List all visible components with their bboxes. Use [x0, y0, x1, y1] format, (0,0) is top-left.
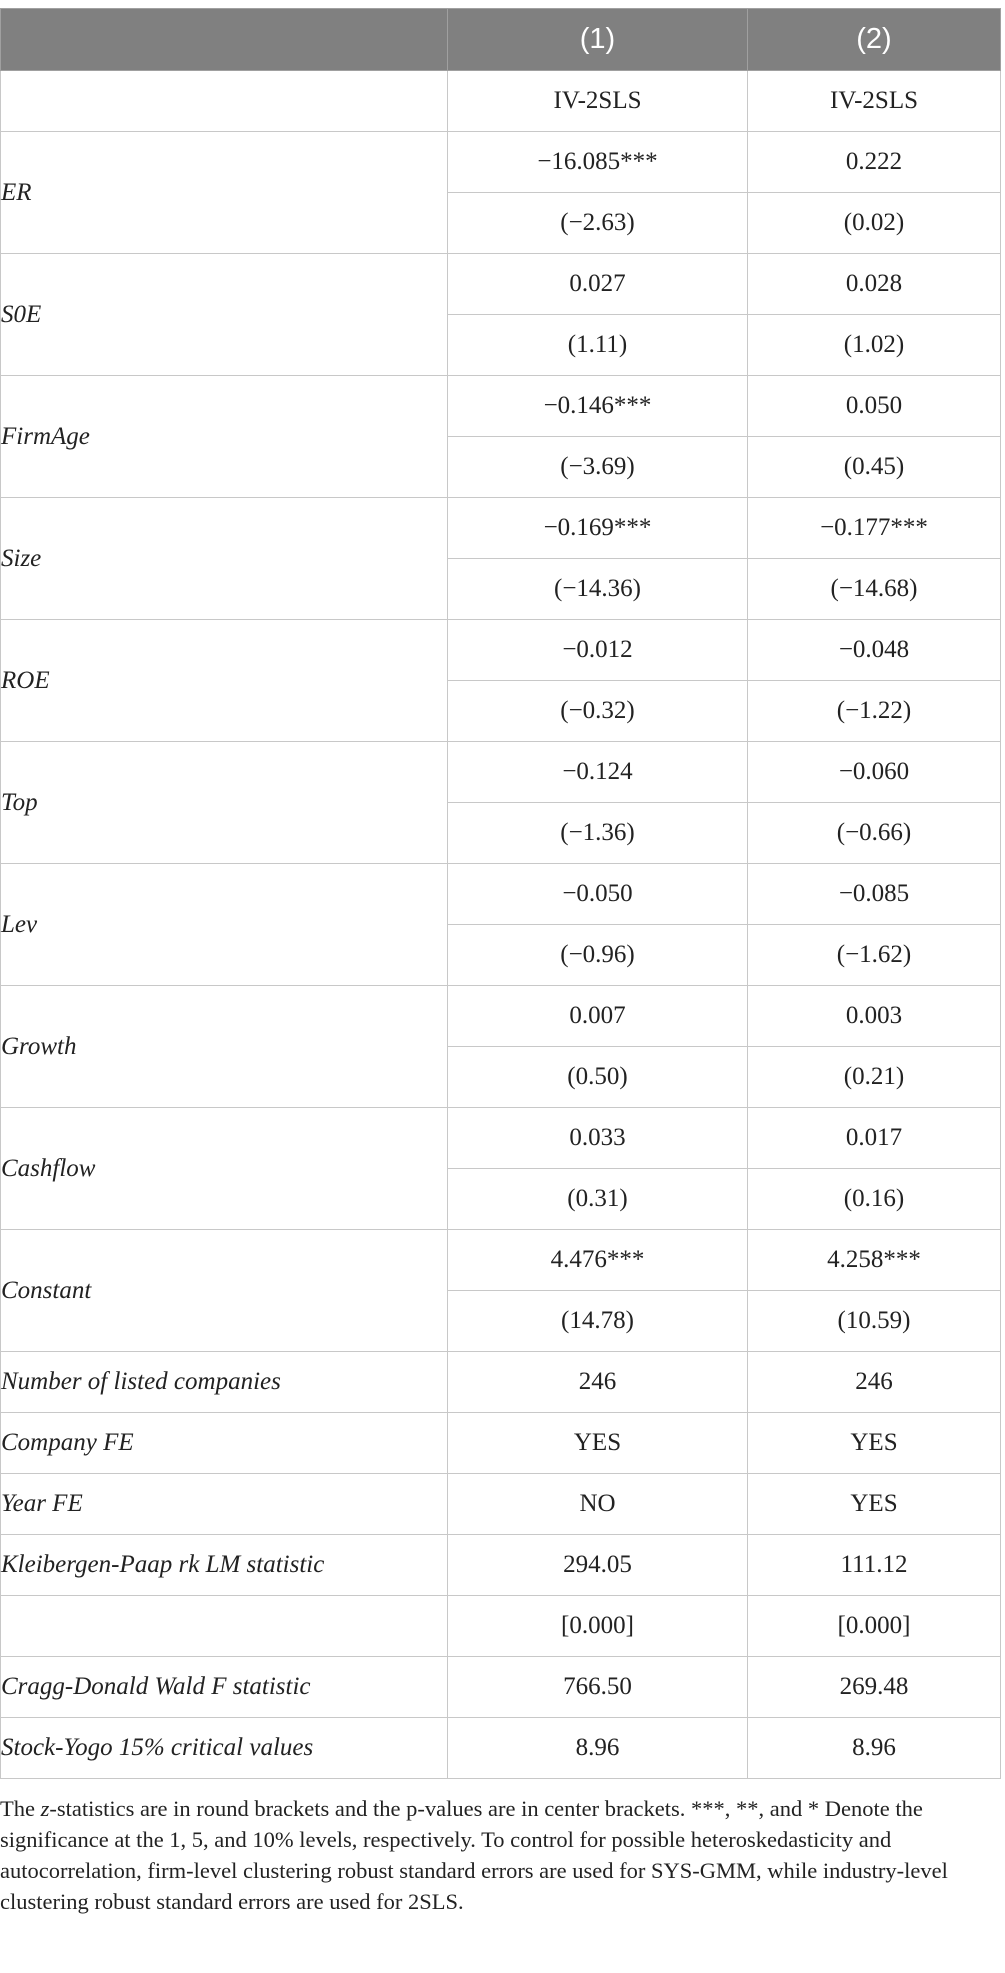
stat-col-2: 269.48 — [748, 1657, 1001, 1718]
coefficient-col-2: 0.017 — [748, 1108, 1001, 1169]
stat-label: Stock-Yogo 15% critical values — [1, 1718, 448, 1779]
coefficient-col-1: 0.033 — [448, 1108, 748, 1169]
z-stat-col-2: (0.21) — [748, 1047, 1001, 1108]
z-stat-col-1: (−0.96) — [448, 925, 748, 986]
stat-row-sy-cv — [1, 1718, 1001, 1779]
coefficient-col-1: −0.146*** — [448, 376, 748, 437]
stat-label: Year FE — [1, 1474, 448, 1535]
table-row — [1, 498, 1001, 559]
stat-row-cd-f — [1, 1657, 1001, 1718]
stat-label: Number of listed companies — [1, 1352, 448, 1413]
z-stat-col-2: (0.16) — [748, 1169, 1001, 1230]
stat-row-kp-lm — [1, 1535, 1001, 1596]
z-stat-col-2: (1.02) — [748, 315, 1001, 376]
variable-name: Cashflow — [1, 1108, 448, 1230]
z-stat-col-2: (−0.66) — [748, 803, 1001, 864]
variable-name: ER — [1, 132, 448, 254]
coefficient-col-1: −0.124 — [448, 742, 748, 803]
variable-name: Top — [1, 742, 448, 864]
z-stat-col-1: (−14.36) — [448, 559, 748, 620]
method-label — [1, 71, 448, 132]
coefficient-col-2: −0.060 — [748, 742, 1001, 803]
coefficient-col-1: −0.012 — [448, 620, 748, 681]
z-stat-col-1: (−2.63) — [448, 193, 748, 254]
variable-name: Lev — [1, 864, 448, 986]
variable-name: ROE — [1, 620, 448, 742]
table-footnote — [0, 1793, 990, 1917]
stat-col-2: YES — [748, 1413, 1001, 1474]
z-stat-col-1: (14.78) — [448, 1291, 748, 1352]
coefficient-col-1: −0.050 — [448, 864, 748, 925]
coefficient-col-2: 0.003 — [748, 986, 1001, 1047]
stat-col-2: 8.96 — [748, 1718, 1001, 1779]
z-stat-col-2: (0.02) — [748, 193, 1001, 254]
coefficient-col-1: 0.007 — [448, 986, 748, 1047]
stat-label: Cragg-Donald Wald F statistic — [1, 1657, 448, 1718]
stat-col-2: 111.12 — [748, 1535, 1001, 1596]
z-stat-col-2: (0.45) — [748, 437, 1001, 498]
variable-name: Growth — [1, 986, 448, 1108]
table-row — [1, 1108, 1001, 1169]
stat-col-1: YES — [448, 1413, 748, 1474]
method-col-1: IV-2SLS — [448, 71, 748, 132]
p-value-col-1: [0.000] — [448, 1596, 748, 1657]
table-row — [1, 132, 1001, 193]
footnote-z-symbol: z — [40, 1796, 50, 1821]
footnote-pre: The — [0, 1796, 41, 1821]
table-row — [1, 254, 1001, 315]
stat-label — [1, 1596, 448, 1657]
coefficient-col-2: 0.222 — [748, 132, 1001, 193]
stat-col-1: 246 — [448, 1352, 748, 1413]
coefficient-col-1: 0.027 — [448, 254, 748, 315]
stat-col-1: NO — [448, 1474, 748, 1535]
stat-col-1: 8.96 — [448, 1718, 748, 1779]
z-stat-col-1: (1.11) — [448, 315, 748, 376]
stat-label: Kleibergen-Paap rk LM statistic — [1, 1535, 448, 1596]
table-body — [1, 71, 1001, 1779]
stat-col-1: 766.50 — [448, 1657, 748, 1718]
method-col-2: IV-2SLS — [748, 71, 1001, 132]
method-row — [1, 71, 1001, 132]
coefficient-col-1: −16.085*** — [448, 132, 748, 193]
header-empty-cell — [1, 9, 448, 71]
table-row — [1, 742, 1001, 803]
table-row — [1, 1230, 1001, 1291]
stat-label: Company FE — [1, 1413, 448, 1474]
stat-row-year-fe — [1, 1474, 1001, 1535]
table-row — [1, 620, 1001, 681]
coefficient-col-2: 0.028 — [748, 254, 1001, 315]
coefficient-col-2: −0.085 — [748, 864, 1001, 925]
variable-name: Constant — [1, 1230, 448, 1352]
coefficient-col-2: 0.050 — [748, 376, 1001, 437]
z-stat-col-2: (−14.68) — [748, 559, 1001, 620]
z-stat-col-1: (−3.69) — [448, 437, 748, 498]
stat-row-kp-pvalue — [1, 1596, 1001, 1657]
variable-name: Size — [1, 498, 448, 620]
regression-table — [0, 8, 1001, 1779]
z-stat-col-2: (−1.22) — [748, 681, 1001, 742]
header-col-1: (1) — [448, 9, 748, 71]
z-stat-col-2: (−1.62) — [748, 925, 1001, 986]
stat-row-companies — [1, 1352, 1001, 1413]
z-stat-col-1: (0.50) — [448, 1047, 748, 1108]
stat-col-2: 246 — [748, 1352, 1001, 1413]
z-stat-col-1: (0.31) — [448, 1169, 748, 1230]
coefficient-col-1: 4.476*** — [448, 1230, 748, 1291]
z-stat-col-1: (−1.36) — [448, 803, 748, 864]
p-value-col-2: [0.000] — [748, 1596, 1001, 1657]
z-stat-col-1: (−0.32) — [448, 681, 748, 742]
coefficient-col-1: −0.169*** — [448, 498, 748, 559]
header-col-2: (2) — [748, 9, 1001, 71]
coefficient-col-2: −0.048 — [748, 620, 1001, 681]
table-row — [1, 864, 1001, 925]
coefficient-col-2: −0.177*** — [748, 498, 1001, 559]
stat-row-company-fe — [1, 1413, 1001, 1474]
footnote-text: -statistics are in round brackets and the p-values are in center brackets. ***, **, and * Denote the significance at the 1, 5, and 10% levels, respectively. To control for possible heteroskedasticity and autocorrelation, firm-level clustering robust standard errors are used for SYS-GMM, while industry-level clustering robust standard errors are used for 2SLS. — [0, 1796, 948, 1914]
table-row — [1, 376, 1001, 437]
stat-col-1: 294.05 — [448, 1535, 748, 1596]
header-row — [1, 9, 1001, 71]
variable-name: FirmAge — [1, 376, 448, 498]
table-row — [1, 986, 1001, 1047]
coefficient-col-2: 4.258*** — [748, 1230, 1001, 1291]
z-stat-col-2: (10.59) — [748, 1291, 1001, 1352]
variable-name: S0E — [1, 254, 448, 376]
stat-col-2: YES — [748, 1474, 1001, 1535]
